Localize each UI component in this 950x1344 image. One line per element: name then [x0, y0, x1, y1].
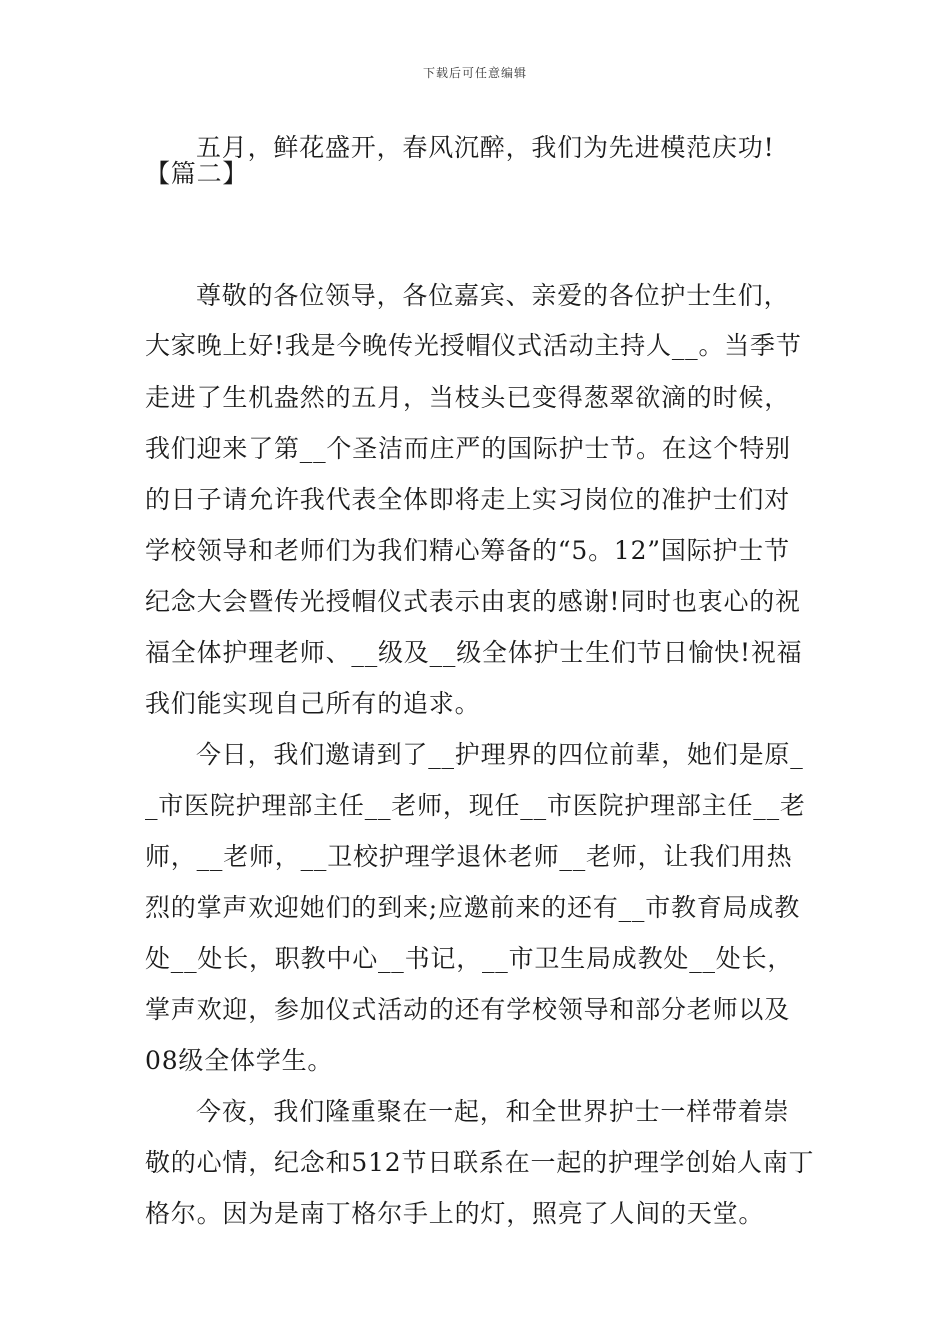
paragraph-line: 我们迎来了第__个圣洁而庄严的国际护士节。在这个特别: [145, 434, 791, 463]
paragraph-line: 走进了生机盎然的五月，当枝头已变得葱翠欲滴的时候，: [145, 383, 791, 412]
paragraph-line: 学校领导和老师们为我们精心筹备的“5。12”国际护士节: [145, 536, 790, 565]
paragraph-line: 掌声欢迎，参加仪式活动的还有学校领导和部分老师以及: [145, 995, 791, 1024]
paragraph-line: _市医院护理部主任__老师，现任__市医院护理部主任__老: [145, 791, 806, 820]
page-header-note: 下载后可任意编辑: [422, 66, 527, 80]
section-heading: 【篇二】: [145, 159, 249, 188]
paragraph-line: 大家晚上好!我是今晚传光授帽仪式活动主持人__。当季节: [145, 331, 802, 360]
paragraph-line: 处__处长，职教中心__书记，__市卫生局成教处__处长，: [145, 944, 794, 973]
paragraph-line: 敬的心情，纪念和512节日联系在一起的护理学创始人南丁: [145, 1148, 815, 1177]
paragraph-line: 格尔。因为是南丁格尔手上的灯，照亮了人间的天堂。: [145, 1199, 765, 1228]
paragraph-line: 今日，我们邀请到了__护理界的四位前辈，她们是原_: [196, 740, 804, 769]
paragraph-line: 尊敬的各位领导，各位嘉宾、亲爱的各位护士生们，: [196, 281, 790, 310]
paragraph-line: 今夜，我们隆重聚在一起，和全世界护士一样带着崇: [196, 1097, 790, 1126]
paragraph-line: 我们能实现自己所有的追求。: [145, 689, 481, 718]
paragraph-line: 福全体护理老师、__级及__级全体护士生们节日愉快!祝福: [145, 638, 803, 667]
paragraph-line: 纪念大会暨传光授帽仪式表示由衷的感谢!同时也衷心的祝: [145, 587, 801, 616]
paragraph-line: 五月，鲜花盛开，春风沉醉，我们为先进模范庆功!: [196, 133, 775, 162]
paragraph-line: 08级全体学生。: [145, 1046, 334, 1075]
paragraph-line: 的日子请允许我代表全体即将走上实习岗位的准护士们对: [145, 485, 791, 514]
paragraph-line: 师，__老师，__卫校护理学退休老师__老师，让我们用热: [145, 842, 793, 871]
paragraph-line: 烈的掌声欢迎她们的到来;应邀前来的还有__市教育局成教: [145, 893, 801, 922]
